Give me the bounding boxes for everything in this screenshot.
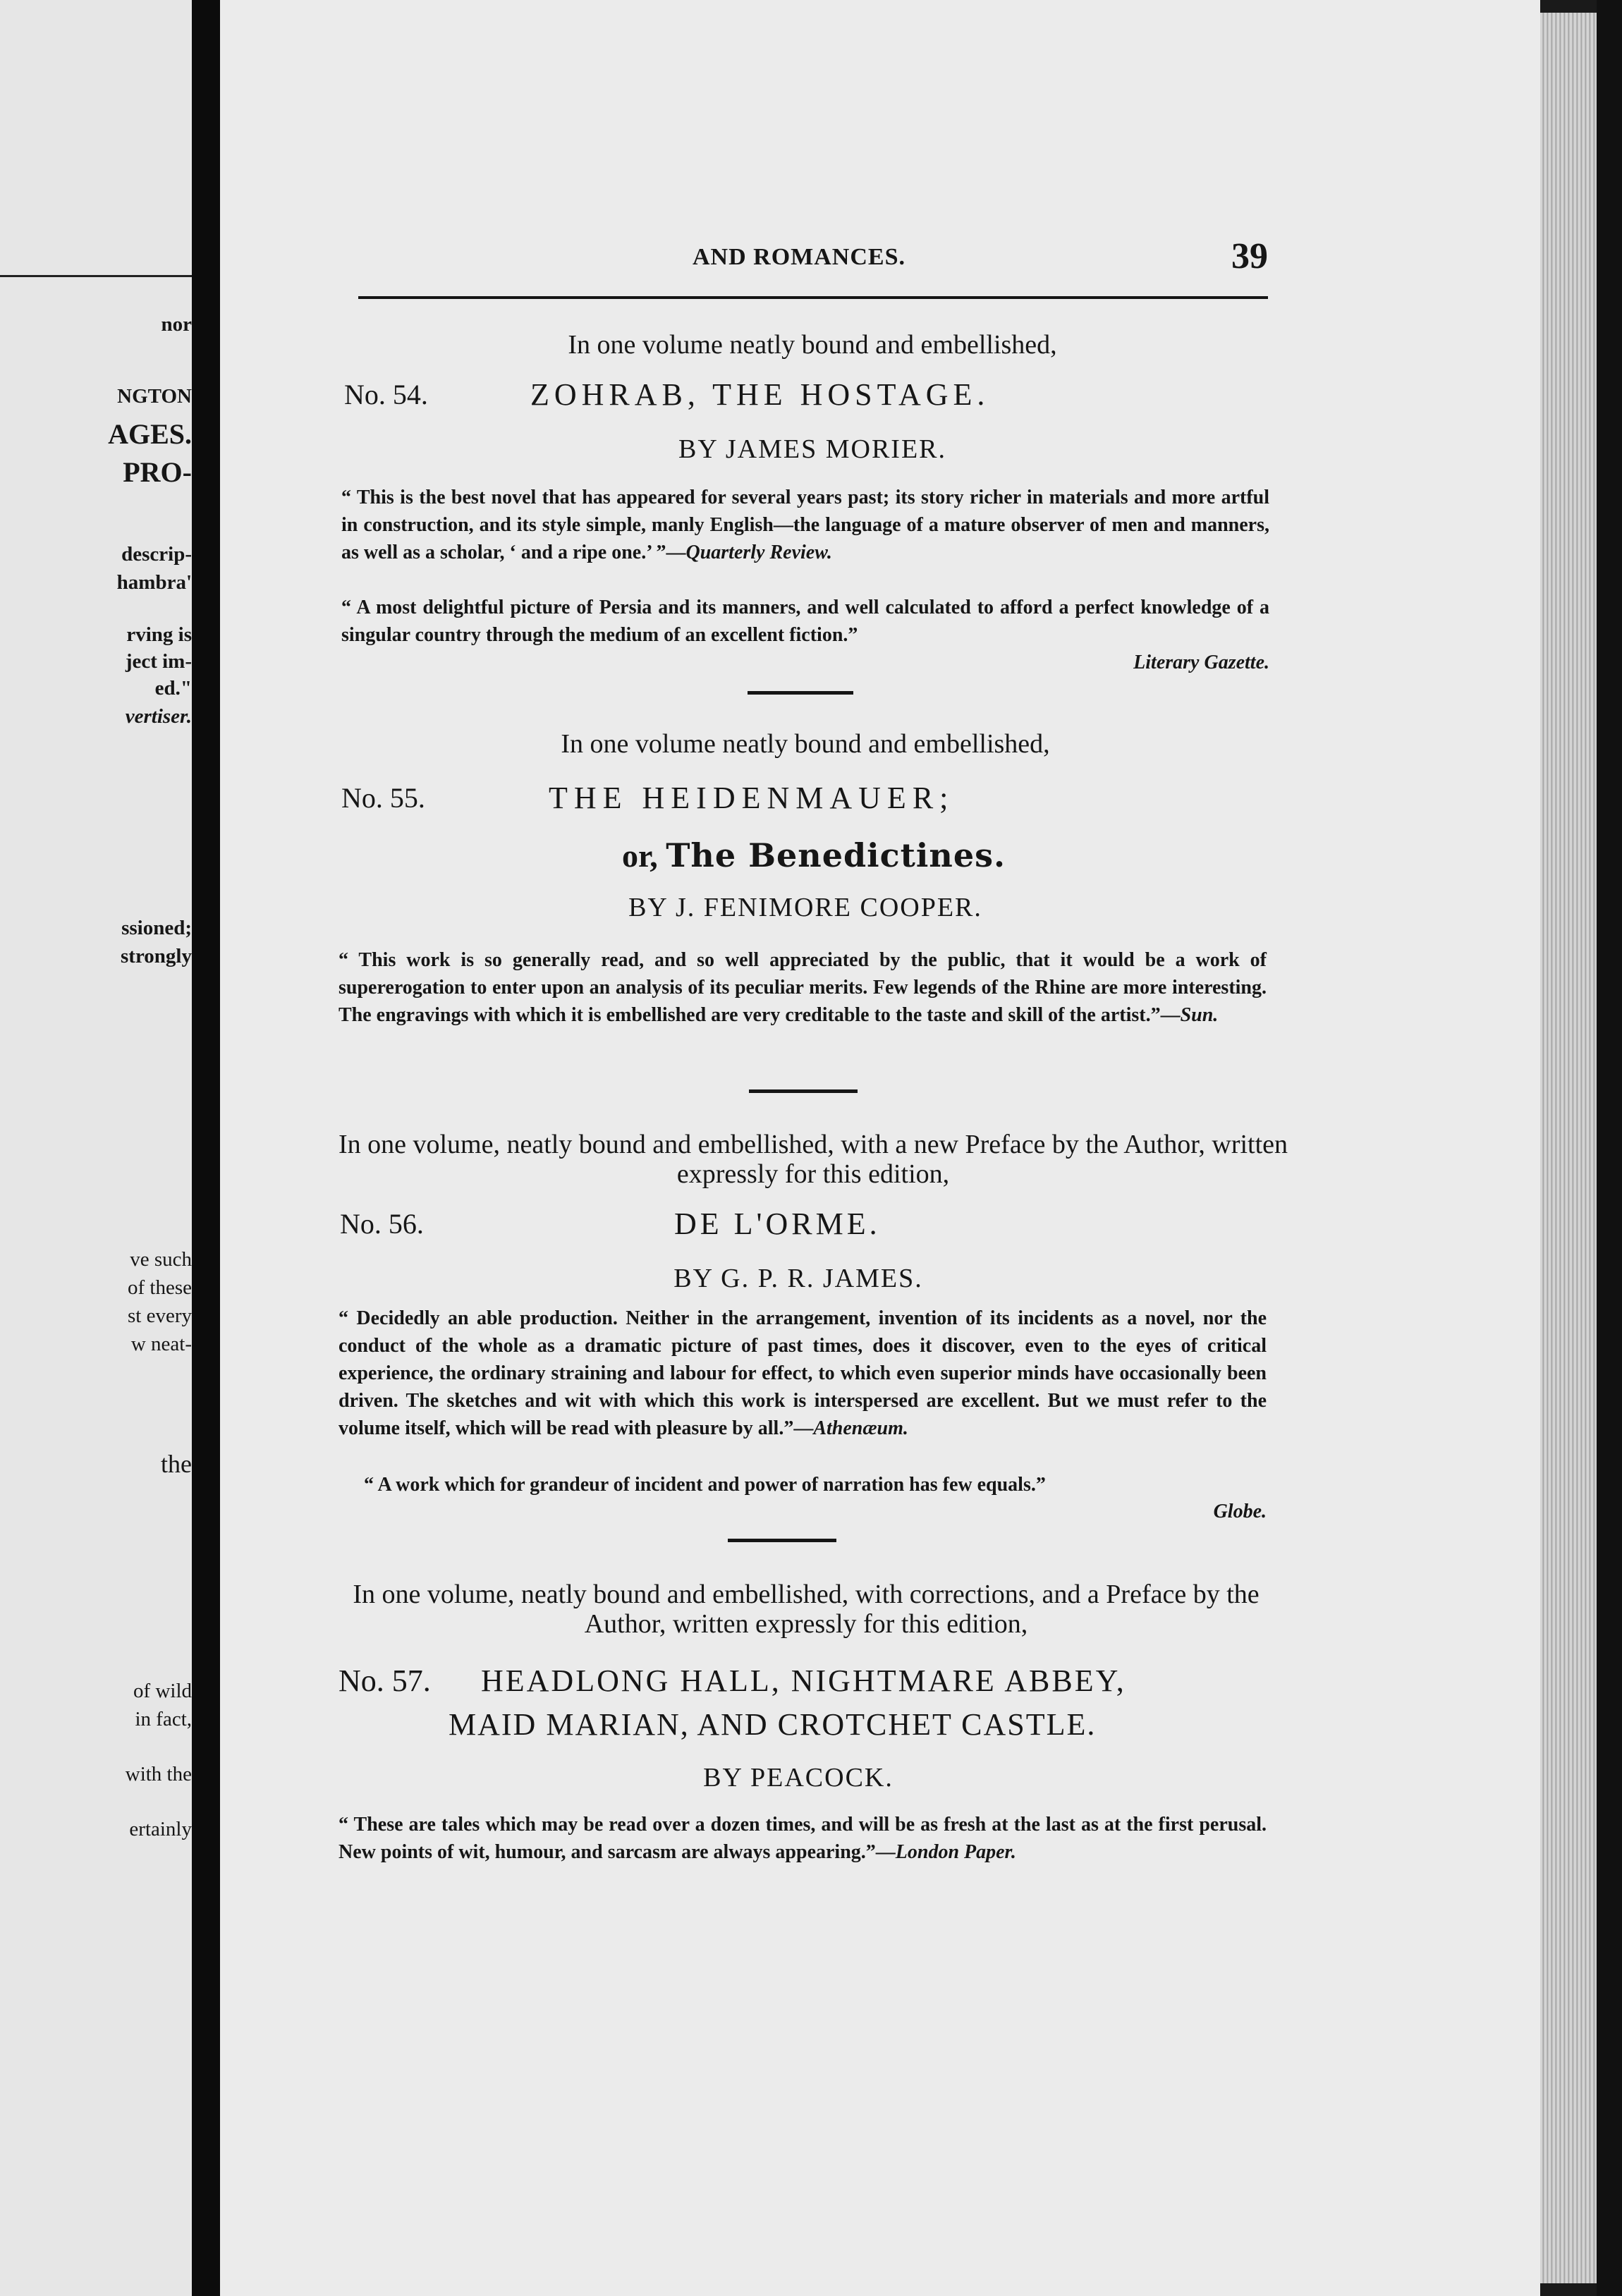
left-fragment: st every (128, 1305, 192, 1327)
entry-54-intro: In one volume neatly bound and embellished, (568, 330, 1057, 360)
page-edges (1540, 13, 1597, 2283)
left-fragment: strongly (121, 945, 192, 967)
entry-57-number: No. 57. (339, 1663, 431, 1698)
left-fragment: the (161, 1450, 192, 1478)
entry-55-quote-1: “ This work is so generally read, and so well appreciated by the public, that it would be a work of supererogation to enter upon an analysis of its peculiar merits. Few legends of the Rhine are more interesting. The engravings with which it is embellished are very creditable to the taste and skill of the artist.”—Sun. (339, 949, 1267, 1026)
left-fragment: of wild (133, 1680, 192, 1702)
entry-56-quote-2: “ A work which for grandeur of incident and power of narration has few equals.” (364, 1474, 1046, 1496)
left-fragment: with the (125, 1763, 192, 1785)
entry-55-number: No. 55. (341, 782, 425, 814)
running-head: AND ROMANCES. (693, 244, 905, 270)
left-fragment: w neat- (130, 1333, 192, 1355)
quote-source: Sun. (1180, 1004, 1219, 1026)
section-separator (749, 1089, 858, 1093)
entry-57-title-line-1: HEADLONG HALL, NIGHTMARE ABBEY, (481, 1663, 1126, 1698)
left-fragment: nor (161, 313, 192, 336)
quote-source: Quarterly Review. (685, 542, 832, 563)
subtitle-blackletter: The Benedictines. (666, 836, 1006, 874)
section-separator (728, 1539, 836, 1542)
entry-54-quote-2: “ A most delightful picture of Persia and its manners, and well calculated to afford a perfect knowledge of a singular country through the medium of an excellent fiction.” (341, 597, 1269, 646)
header-rule (358, 296, 1268, 299)
page-number: 39 (1231, 236, 1268, 276)
left-fragment: of these (128, 1276, 192, 1299)
left-page-fragment (0, 0, 192, 2296)
section-separator (748, 691, 853, 695)
entry-57-author: BY PEACOCK. (703, 1763, 894, 1793)
left-fragment: ject im- (125, 650, 192, 673)
left-page-rule (0, 275, 192, 277)
entry-55-subtitle (622, 836, 1006, 874)
left-fragment: ve such (130, 1248, 192, 1271)
entry-56-intro: In one volume, neatly bound and embellished, with a new Preface by the Author, written expressly for this edition, (338, 1130, 1288, 1189)
left-fragment: hambra' (116, 571, 192, 594)
entry-57-quote-1: “ These are tales which may be read over a dozen times, and will be as fresh at the last as at the first perusal. New points of wit, humour, and sarcasm are always appearing.”—London Paper. (339, 1814, 1267, 1863)
left-fragment: rving is (126, 623, 192, 646)
entry-56-quote-2-source: Globe. (1213, 1501, 1267, 1522)
entry-56-number: No. 56. (340, 1208, 424, 1240)
entry-57-title-line-2: MAID MARIAN, AND CROTCHET CASTLE. (449, 1707, 1097, 1742)
entry-54-author: BY JAMES MORIER. (678, 434, 947, 464)
left-fragment: ed." (154, 677, 192, 700)
left-fragment: vertiser. (125, 705, 192, 728)
entry-55-intro: In one volume neatly bound and embellished, (561, 729, 1050, 759)
left-fragment: in fact, (135, 1708, 192, 1730)
entry-57-intro: In one volume, neatly bound and embellished, with corrections, and a Preface by the Author, written expressly for this edition, (353, 1580, 1260, 1639)
entry-54-title: ZOHRAB, THE HOSTAGE. (530, 377, 990, 412)
main-page (220, 0, 1540, 2296)
book-gutter (192, 0, 220, 2296)
left-fragment: PRO- (123, 456, 192, 488)
entry-54-number: No. 54. (344, 379, 428, 410)
right-background (1597, 0, 1622, 2296)
quote-source: Athenæum. (813, 1417, 908, 1439)
entry-54-quote-2-source: Literary Gazette. (1133, 652, 1269, 673)
subtitle-or: or, (622, 838, 658, 874)
entry-55-title: THE HEIDENMAUER; (549, 781, 955, 815)
left-fragment: AGES. (108, 418, 192, 450)
left-fragment: ssioned; (121, 917, 192, 939)
left-fragment: NGTON (117, 385, 192, 408)
entry-55-author: BY J. FENIMORE COOPER. (628, 893, 982, 922)
left-fragment: descrip- (121, 543, 192, 566)
entry-56-quote-1: “ Decidedly an able production. Neither in the arrangement, invention of its incidents as a novel, nor the conduct of the whole as a dramatic picture of past times, does it discover, even to the eyes of critical experience, the ordinary straining and labour for effect, to which even superior minds have occasionally been driven. The sketches and wit with which this work is interspersed are excellent. But we must refer to the volume itself, which will be read with pleasure by all.”—Athenæum. (339, 1307, 1267, 1439)
left-fragment: ertainly (129, 1818, 192, 1840)
entry-56-title: DE L'ORME. (674, 1207, 881, 1241)
entry-54-quote-1: “ This is the best novel that has appeared for several years past; its story richer in materials and more artful in construction, and its style simple, manly English—the language of a mature observer of men and manners, as well as a scholar, ‘ and a ripe one.’ ”—Quarterly Review. (341, 487, 1269, 563)
entry-56-author: BY G. P. R. JAMES. (673, 1264, 923, 1293)
quote-source: London Paper. (895, 1841, 1016, 1863)
